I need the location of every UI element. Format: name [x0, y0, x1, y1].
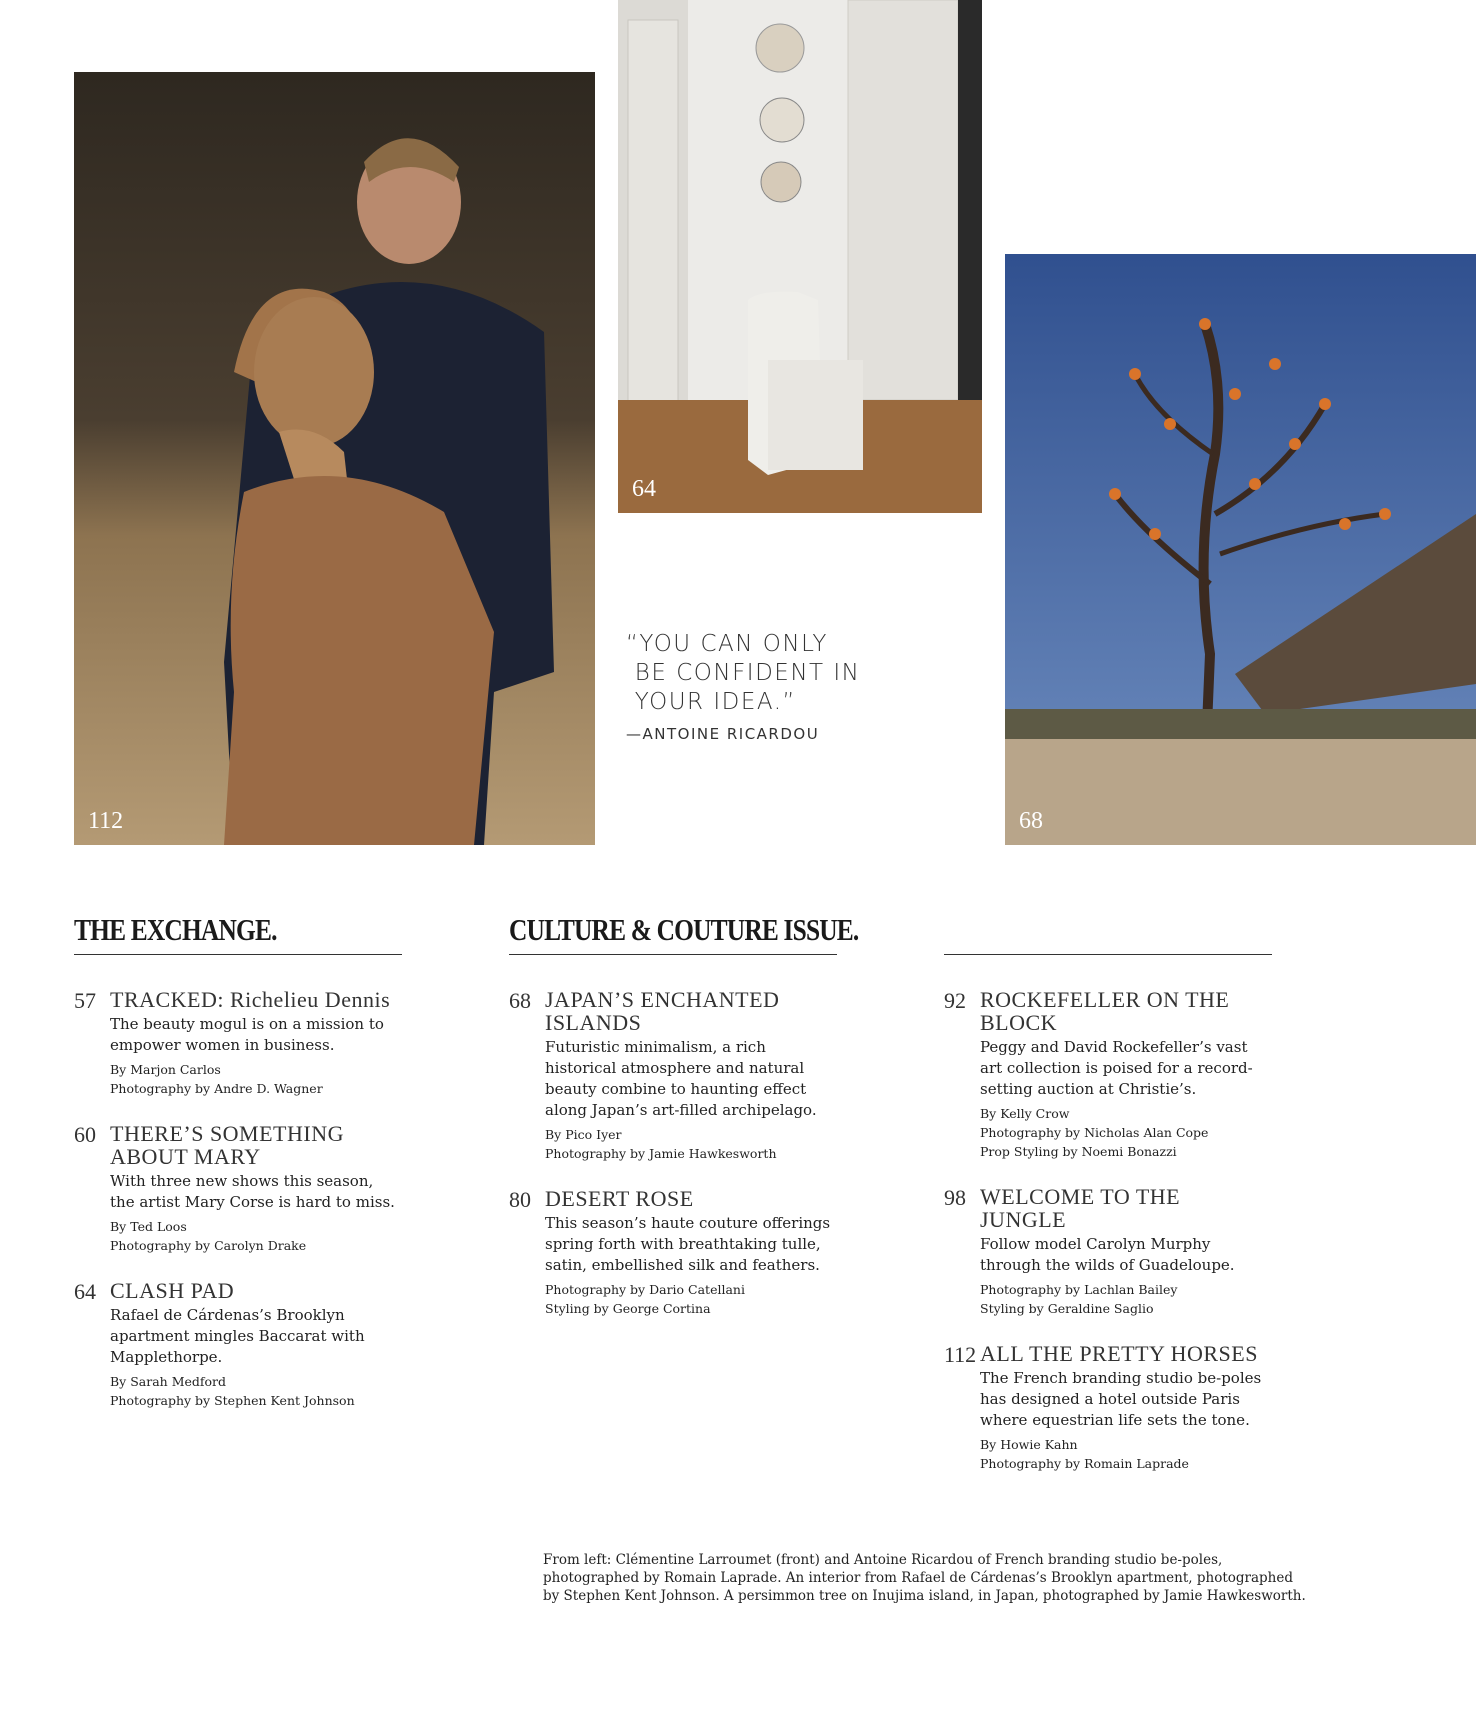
column-the-exchange: [74, 912, 402, 1434]
entry-credits: Photography by Dario Catellani Styling by George Cortina: [545, 1282, 745, 1316]
entry-title: DESERT ROSE: [545, 1186, 694, 1211]
entry-credits: By Ted Loos Photography by Carolyn Drake: [110, 1219, 307, 1253]
column-features: [944, 912, 1272, 1497]
entry-page-number: 112: [944, 1342, 977, 1367]
page-number: 64: [632, 476, 656, 502]
entry-title: TRACKED: Richelieu Dennis: [110, 987, 391, 1012]
interior-photo: [618, 0, 982, 513]
quote-text: “YOU CAN ONLY BE CONFIDENT IN YOUR IDEA.”: [626, 631, 861, 715]
toc-entry[interactable]: [74, 1279, 402, 1410]
interior-photo-illustration: [618, 0, 982, 513]
entry-page-number: 57: [74, 988, 96, 1013]
toc-entry[interactable]: [74, 1122, 402, 1255]
column-heading: CULTURE & COUTURE ISSUE.: [509, 912, 859, 947]
column-heading: THE EXCHANGE.: [74, 912, 277, 947]
entry-credits: By Kelly Crow Photography by Nicholas Alan Cope Prop Styling by Noemi Bonazzi: [980, 1106, 1209, 1159]
toc-entry[interactable]: [509, 988, 837, 1163]
tree-photo: [1005, 254, 1476, 845]
entry-description: The French branding studio be-poles has designed a hotel outside Paris where equestrian life sets the tone.: [980, 1369, 1262, 1429]
entry-description: Peggy and David Rockefeller’s vast art collection is poised for a record-setting auction at Christie’s.: [980, 1038, 1253, 1098]
entry-description: Rafael de Cárdenas’s Brooklyn apartment mingles Baccarat with Mapplethorpe.: [110, 1306, 365, 1366]
page-number: 68: [1019, 808, 1043, 834]
entry-title: ALL THE PRETTY HORSES: [980, 1341, 1258, 1366]
entry-page-number: 68: [509, 988, 531, 1013]
entry-title: CLASH PAD: [110, 1278, 235, 1303]
entry-page-number: 60: [74, 1122, 96, 1147]
toc-entry[interactable]: [944, 1342, 1272, 1473]
entry-page-number: 98: [944, 1185, 966, 1210]
toc-entry[interactable]: [74, 988, 402, 1098]
entry-description: The beauty mogul is on a mission to empower women in business.: [110, 1015, 384, 1054]
column-culture-couture: [509, 912, 859, 1342]
entry-credits: By Marjon Carlos Photography by Andre D. Wagner: [110, 1062, 323, 1096]
page-number: 112: [88, 808, 124, 834]
entry-title: JAPAN’S ENCHANTED ISLANDS: [545, 987, 780, 1035]
quote-author: —ANTOINE RICARDOU: [626, 725, 820, 743]
entry-title: ROCKEFELLER ON THE BLOCK: [980, 987, 1230, 1035]
entry-description: Futuristic minimalism, a rich historical atmosphere and natural beauty combine to haunting effect along Japan’s art-filled archipelago.: [545, 1038, 817, 1119]
toc-entry[interactable]: [944, 988, 1272, 1161]
entry-description: With three new shows this season, the artist Mary Corse is hard to miss.: [110, 1172, 395, 1211]
toc-entry[interactable]: [944, 1185, 1272, 1318]
divider: [509, 954, 837, 955]
entry-credits: By Sarah Medford Photography by Stephen Kent Johnson: [110, 1374, 355, 1408]
entry-credits: By Howie Kahn Photography by Romain Laprade: [980, 1437, 1189, 1471]
pull-quote: [626, 630, 926, 743]
divider: [74, 954, 402, 955]
entry-title: WELCOME TO THE JUNGLE: [980, 1184, 1181, 1232]
column-heading: [944, 912, 1213, 954]
couple-photo: [74, 72, 595, 845]
toc-entry[interactable]: [509, 1187, 837, 1318]
entry-title: THERE’S SOMETHING ABOUT MARY: [110, 1121, 344, 1169]
entry-credits: Photography by Lachlan Bailey Styling by Geraldine Saglio: [980, 1282, 1178, 1316]
entry-page-number: 92: [944, 988, 966, 1013]
entry-page-number: 64: [74, 1279, 96, 1304]
tree-photo-illustration: [1005, 254, 1476, 845]
entry-description: This season’s haute couture offerings spring forth with breathtaking tulle, satin, embellished silk and feathers.: [545, 1214, 831, 1274]
divider: [944, 954, 1272, 955]
photo-caption: From left: Clémentine Larroumet (front) and Antoine Ricardou of French branding studio be-poles, photographed by Romain Laprade. An interior from Rafael de Cárdenas’s Brooklyn apartment, photographed by Stephen Kent Johnson. A persimmon tree on Inujima island, in Japan, photographed by Jamie Hawkesworth.: [543, 1552, 1306, 1604]
entry-page-number: 80: [509, 1187, 531, 1212]
couple-photo-illustration: [74, 72, 595, 845]
entry-description: Follow model Carolyn Murphy through the wilds of Guadeloupe.: [980, 1235, 1235, 1274]
entry-credits: By Pico Iyer Photography by Jamie Hawkesworth: [545, 1127, 777, 1161]
